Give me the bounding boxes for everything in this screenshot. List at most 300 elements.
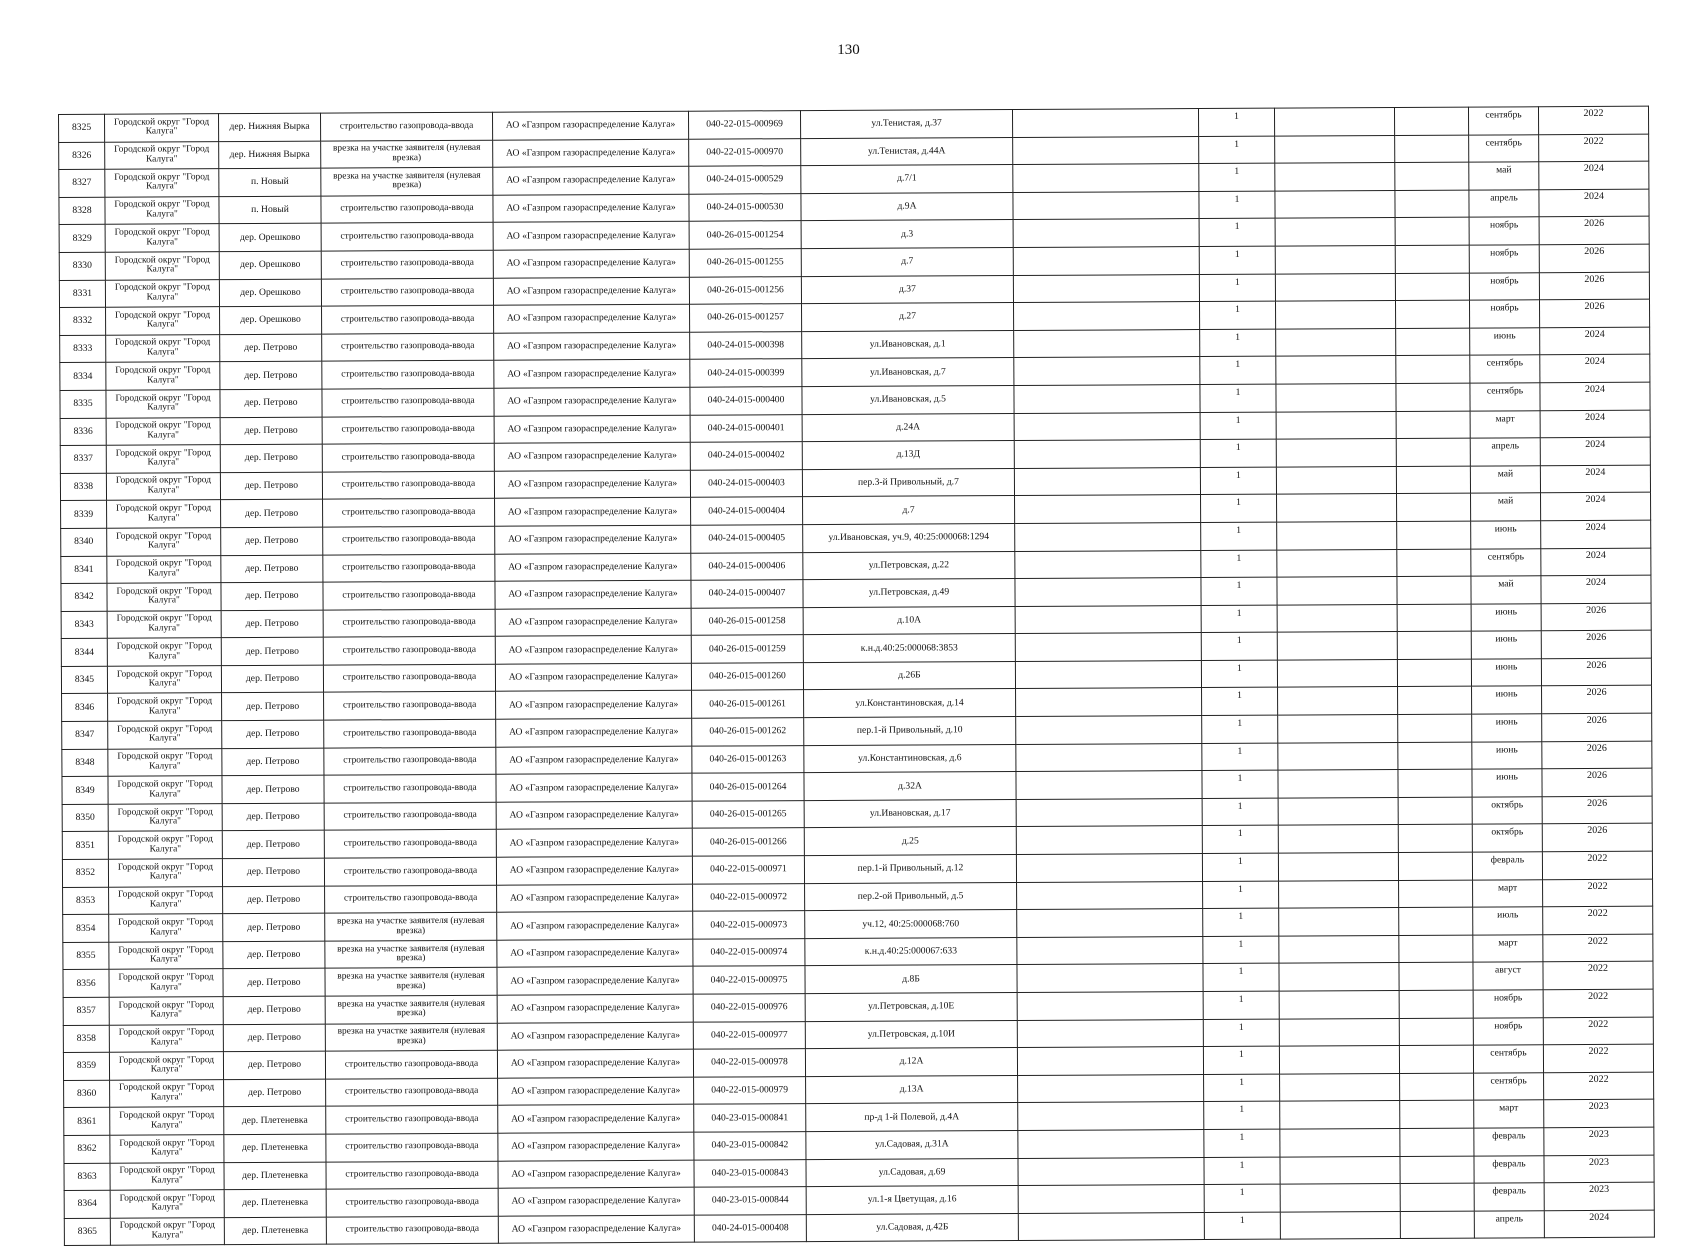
- address-cell: ул.Тенистая, д.44А: [801, 137, 1013, 166]
- month-cell: май: [1470, 465, 1540, 493]
- quantity-cell: 1: [1203, 1046, 1279, 1074]
- object-code-cell: 040-26-015-001259: [691, 635, 803, 663]
- district-cell: Городской округ "Город Калуга": [105, 141, 219, 169]
- organization-cell: АО «Газпром газораспределение Калуга»: [496, 829, 692, 858]
- empty-cell: [1274, 108, 1394, 136]
- month-cell: июнь: [1471, 521, 1541, 549]
- empty-cell: [1400, 1211, 1474, 1239]
- empty-cell: [1400, 1100, 1474, 1128]
- empty-cell: [1276, 466, 1396, 494]
- settlement-cell: дер. Петрово: [223, 941, 325, 969]
- empty-cell: [1396, 438, 1470, 466]
- quantity-cell: 1: [1199, 136, 1275, 164]
- quantity-cell: 1: [1202, 826, 1278, 854]
- month-cell: сентябрь: [1468, 107, 1538, 135]
- object-code-cell: 040-26-015-001257: [690, 304, 802, 332]
- empty-cell: [1278, 853, 1398, 881]
- district-cell: Городской округ "Город Калуга": [109, 914, 223, 942]
- work-type-cell: строительство газопровода-ввода: [321, 195, 493, 223]
- empty-cell: [1015, 522, 1201, 551]
- empty-cell: [1398, 742, 1472, 770]
- district-cell: Городской округ "Город Калуга": [107, 583, 221, 611]
- address-cell: к.н.д.40:25:000068:3853: [803, 634, 1015, 663]
- month-cell: февраль: [1474, 1128, 1544, 1156]
- year-cell: 2022: [1543, 934, 1653, 962]
- empty-cell: [1013, 191, 1199, 220]
- empty-cell: [1399, 1045, 1473, 1073]
- empty-cell: [1399, 907, 1473, 935]
- empty-cell: [1280, 1211, 1400, 1239]
- district-cell: Городской округ "Город Калуга": [106, 362, 220, 390]
- empty-cell: [1395, 245, 1469, 273]
- settlement-cell: дер. Орешково: [219, 279, 321, 307]
- object-code-cell: 040-22-015-000969: [688, 111, 800, 139]
- month-cell: июль: [1473, 907, 1543, 935]
- settlement-cell: дер. Петрово: [220, 444, 322, 472]
- year-cell: 2022: [1543, 879, 1653, 907]
- row-number-cell: 8329: [59, 225, 105, 253]
- organization-cell: АО «Газпром газораспределение Калуга»: [497, 994, 693, 1023]
- empty-cell: [1395, 273, 1469, 301]
- settlement-cell: дер. Петрово: [221, 610, 323, 638]
- work-type-cell: врезка на участке заявителя (нулевая врезка): [325, 1023, 497, 1051]
- empty-cell: [1400, 1183, 1474, 1211]
- year-cell: 2024: [1541, 575, 1651, 603]
- district-cell: Городской округ "Город Калуга": [106, 472, 220, 500]
- organization-cell: АО «Газпром газораспределение Калуга»: [498, 1105, 694, 1134]
- object-code-cell: 040-22-015-000973: [693, 911, 805, 939]
- row-number-cell: 8362: [64, 1135, 110, 1163]
- row-number-cell: 8335: [60, 390, 106, 418]
- empty-cell: [1397, 576, 1471, 604]
- empty-cell: [1275, 245, 1395, 273]
- object-code-cell: 040-22-015-000971: [692, 856, 804, 884]
- address-cell: д.8Б: [805, 965, 1017, 994]
- quantity-cell: 1: [1200, 356, 1276, 384]
- work-type-cell: строительство газопровода-ввода: [326, 1133, 498, 1161]
- address-cell: ул.Ивановская, д.1: [802, 330, 1014, 359]
- month-cell: февраль: [1474, 1183, 1544, 1211]
- organization-cell: АО «Газпром газораспределение Калуга»: [494, 470, 690, 499]
- settlement-cell: дер. Петрово: [221, 499, 323, 527]
- year-cell: 2026: [1542, 768, 1652, 796]
- year-cell: 2026: [1539, 244, 1649, 272]
- year-cell: 2024: [1540, 410, 1650, 438]
- year-cell: 2022: [1543, 989, 1653, 1017]
- object-code-cell: 040-22-015-000974: [693, 938, 805, 966]
- empty-cell: [1275, 301, 1395, 329]
- month-cell: июнь: [1471, 603, 1541, 631]
- settlement-cell: дер. Нижняя Вырка: [219, 141, 321, 169]
- object-code-cell: 040-26-015-001262: [692, 718, 804, 746]
- district-cell: Городской округ "Город Калуга": [110, 1162, 224, 1190]
- address-cell: д.3: [801, 220, 1013, 249]
- district-cell: Городской округ "Город Калуга": [105, 279, 219, 307]
- organization-cell: АО «Газпром газораспределение Калуга»: [496, 773, 692, 802]
- organization-cell: АО «Газпром газораспределение Калуга»: [498, 1215, 694, 1244]
- object-code-cell: 040-22-015-000977: [693, 1021, 805, 1049]
- row-number-cell: 8358: [63, 1025, 109, 1053]
- empty-cell: [1277, 577, 1397, 605]
- quantity-cell: 1: [1200, 412, 1276, 440]
- object-code-cell: 040-22-015-000972: [693, 883, 805, 911]
- settlement-cell: дер. Петрово: [221, 555, 323, 583]
- object-code-cell: 040-24-015-000408: [694, 1214, 806, 1242]
- settlement-cell: дер. Нижняя Вырка: [219, 113, 321, 141]
- work-type-cell: строительство газопровода-ввода: [322, 388, 494, 416]
- row-number-cell: 8350: [62, 804, 108, 832]
- month-cell: май: [1471, 493, 1541, 521]
- settlement-cell: дер. Плетеневка: [224, 1162, 326, 1190]
- empty-cell: [1399, 935, 1473, 963]
- empty-cell: [1017, 909, 1203, 938]
- empty-cell: [1396, 328, 1470, 356]
- address-cell: ул.Константиновская, д.14: [804, 689, 1016, 718]
- object-code-cell: 040-24-015-000400: [690, 387, 802, 415]
- empty-cell: [1018, 1185, 1204, 1214]
- empty-cell: [1275, 190, 1395, 218]
- organization-cell: АО «Газпром газораспределение Калуга»: [494, 387, 690, 416]
- year-cell: 2024: [1540, 465, 1650, 493]
- settlement-cell: дер. Петрово: [220, 417, 322, 445]
- month-cell: июнь: [1472, 714, 1542, 742]
- work-type-cell: строительство газопровода-ввода: [326, 1161, 498, 1189]
- row-number-cell: 8327: [59, 169, 105, 197]
- address-cell: ул.Ивановская, д.17: [804, 799, 1016, 828]
- settlement-cell: дер. Петрово: [223, 1051, 325, 1079]
- object-code-cell: 040-24-015-000407: [691, 580, 803, 608]
- organization-cell: АО «Газпром газораспределение Калуга»: [494, 332, 690, 361]
- row-number-cell: 8361: [64, 1108, 110, 1136]
- settlement-cell: дер. Орешково: [219, 251, 321, 279]
- work-type-cell: строительство газопровода-ввода: [323, 526, 495, 554]
- settlement-cell: дер. Петрово: [223, 913, 325, 941]
- work-type-cell: строительство газопровода-ввода: [320, 112, 492, 140]
- row-number-cell: 8339: [61, 501, 107, 529]
- row-number-cell: 8365: [64, 1218, 110, 1246]
- year-cell: 2022: [1539, 134, 1649, 162]
- empty-cell: [1277, 521, 1397, 549]
- district-cell: Городской округ "Город Калуга": [109, 997, 223, 1025]
- empty-cell: [1017, 992, 1203, 1021]
- empty-cell: [1015, 495, 1201, 524]
- month-cell: август: [1473, 962, 1543, 990]
- empty-cell: [1398, 687, 1472, 715]
- row-number-cell: 8359: [63, 1052, 109, 1080]
- row-number-cell: 8364: [64, 1190, 110, 1218]
- month-cell: май: [1469, 162, 1539, 190]
- address-cell: ул.Петровская, д.49: [803, 579, 1015, 608]
- district-cell: Городской округ "Город Калуга": [108, 776, 222, 804]
- object-code-cell: 040-22-015-000979: [694, 1076, 806, 1104]
- empty-cell: [1275, 218, 1395, 246]
- quantity-cell: 1: [1199, 191, 1275, 219]
- settlement-cell: дер. Петрово: [223, 969, 325, 997]
- table-body: [59, 106, 1655, 1246]
- row-number-cell: 8354: [63, 914, 109, 942]
- row-number-cell: 8331: [59, 280, 105, 308]
- district-cell: Городской округ "Город Калуга": [108, 721, 222, 749]
- empty-cell: [1014, 384, 1200, 413]
- row-number-cell: 8349: [62, 776, 108, 804]
- address-cell: пер.1-й Привольный, д.10: [804, 717, 1016, 746]
- month-cell: май: [1471, 576, 1541, 604]
- object-code-cell: 040-23-015-000842: [694, 1132, 806, 1160]
- address-cell: пер.3-й Привольный, д.7: [802, 468, 1014, 497]
- month-cell: март: [1473, 879, 1543, 907]
- empty-cell: [1014, 329, 1200, 358]
- quantity-cell: 1: [1204, 1101, 1280, 1129]
- object-code-cell: 040-26-015-001265: [692, 800, 804, 828]
- empty-cell: [1015, 633, 1201, 662]
- address-cell: д.13А: [806, 1075, 1018, 1104]
- row-number-cell: 8352: [62, 859, 108, 887]
- quantity-cell: 1: [1202, 798, 1278, 826]
- settlement-cell: дер. Плетеневка: [224, 1106, 326, 1134]
- month-cell: июнь: [1472, 686, 1542, 714]
- organization-cell: АО «Газпром газораспределение Калуга»: [496, 801, 692, 830]
- month-cell: июнь: [1471, 631, 1541, 659]
- object-code-cell: 040-23-015-000844: [694, 1187, 806, 1215]
- district-cell: Городской округ "Город Калуга": [109, 1052, 223, 1080]
- empty-cell: [1400, 1073, 1474, 1101]
- quantity-cell: 1: [1198, 108, 1274, 136]
- row-number-cell: 8341: [61, 556, 107, 584]
- work-type-cell: врезка на участке заявителя (нулевая врезка): [325, 968, 497, 996]
- row-number-cell: 8332: [60, 307, 106, 335]
- address-cell: д.12А: [805, 1048, 1017, 1077]
- district-cell: Городской округ "Город Калуга": [106, 334, 220, 362]
- empty-cell: [1013, 274, 1199, 303]
- quantity-cell: 1: [1199, 274, 1275, 302]
- district-cell: Городской округ "Город Калуга": [108, 748, 222, 776]
- settlement-cell: дер. Петрово: [221, 582, 323, 610]
- empty-cell: [1015, 578, 1201, 607]
- quantity-cell: 1: [1202, 853, 1278, 881]
- year-cell: 2024: [1540, 355, 1650, 383]
- empty-cell: [1397, 659, 1471, 687]
- district-cell: Городской округ "Город Калуга": [107, 528, 221, 556]
- year-cell: 2026: [1542, 686, 1652, 714]
- empty-cell: [1014, 302, 1200, 331]
- empty-cell: [1018, 1129, 1204, 1158]
- year-cell: 2023: [1544, 1100, 1654, 1128]
- row-number-cell: 8334: [60, 363, 106, 391]
- empty-cell: [1276, 356, 1396, 384]
- district-cell: Городской округ "Город Калуга": [110, 1135, 224, 1163]
- settlement-cell: п. Новый: [219, 196, 321, 224]
- row-number-cell: 8336: [60, 418, 106, 446]
- settlement-cell: дер. Орешково: [220, 306, 322, 334]
- district-cell: Городской округ "Город Калуга": [107, 610, 221, 638]
- empty-cell: [1016, 716, 1202, 745]
- object-code-cell: 040-26-015-001256: [689, 276, 801, 304]
- district-cell: Городской округ "Город Калуга": [108, 803, 222, 831]
- empty-cell: [1015, 660, 1201, 689]
- district-cell: Городской округ "Город Калуга": [105, 169, 219, 197]
- address-cell: ул.Ивановская, д.5: [802, 385, 1014, 414]
- organization-cell: АО «Газпром газораспределение Калуга»: [497, 911, 693, 940]
- organization-cell: АО «Газпром газораспределение Калуга»: [495, 525, 691, 554]
- empty-cell: [1279, 963, 1399, 991]
- quantity-cell: 1: [1203, 964, 1279, 992]
- organization-cell: АО «Газпром газораспределение Калуга»: [495, 635, 691, 664]
- month-cell: апрель: [1474, 1210, 1544, 1238]
- empty-cell: [1399, 1018, 1473, 1046]
- empty-cell: [1017, 936, 1203, 965]
- district-cell: Городской округ "Город Калуга": [110, 1107, 224, 1135]
- row-number-cell: 8363: [64, 1163, 110, 1191]
- empty-cell: [1018, 1102, 1204, 1131]
- work-type-cell: строительство газопровода-ввода: [325, 1050, 497, 1078]
- address-cell: д.10А: [803, 606, 1015, 635]
- organization-cell: АО «Газпром газораспределение Калуга»: [495, 663, 691, 692]
- district-cell: Городской округ "Город Калуга": [106, 445, 220, 473]
- row-number-cell: 8343: [61, 611, 107, 639]
- organization-cell: АО «Газпром газораспределение Калуга»: [494, 442, 690, 471]
- object-code-cell: 040-26-015-001261: [692, 690, 804, 718]
- quantity-cell: 1: [1200, 384, 1276, 412]
- empty-cell: [1013, 246, 1199, 275]
- quantity-cell: 1: [1200, 439, 1276, 467]
- organization-cell: АО «Газпром газораспределение Калуга»: [493, 222, 689, 251]
- month-cell: сентябрь: [1470, 383, 1540, 411]
- year-cell: 2024: [1540, 382, 1650, 410]
- address-cell: д.32А: [804, 772, 1016, 801]
- empty-cell: [1017, 881, 1203, 910]
- empty-cell: [1395, 162, 1469, 190]
- work-type-cell: строительство газопровода-ввода: [323, 499, 495, 527]
- district-cell: Городской округ "Город Калуга": [109, 941, 223, 969]
- district-cell: Городской округ "Город Калуга": [107, 638, 221, 666]
- empty-cell: [1016, 771, 1202, 800]
- empty-cell: [1280, 1073, 1400, 1101]
- quantity-cell: 1: [1204, 1184, 1280, 1212]
- row-number-cell: 8360: [64, 1080, 110, 1108]
- row-number-cell: 8340: [61, 528, 107, 556]
- work-type-cell: строительство газопровода-ввода: [323, 554, 495, 582]
- organization-cell: АО «Газпром газораспределение Калуга»: [493, 166, 689, 195]
- year-cell: 2026: [1539, 272, 1649, 300]
- month-cell: ноябрь: [1473, 1017, 1543, 1045]
- organization-cell: АО «Газпром газораспределение Калуга»: [498, 1187, 694, 1216]
- organization-cell: АО «Газпром газораспределение Калуга»: [494, 415, 690, 444]
- organization-cell: АО «Газпром газораспределение Калуга»: [498, 1077, 694, 1106]
- work-type-cell: строительство газопровода-ввода: [322, 416, 494, 444]
- row-number-cell: 8344: [61, 639, 107, 667]
- address-cell: ул.Садовая, д.42Б: [806, 1213, 1018, 1242]
- address-cell: ул.Ивановская, уч.9, 40:25:000068:1294: [803, 523, 1015, 552]
- object-code-cell: 040-26-015-001266: [692, 828, 804, 856]
- district-cell: Городской округ "Город Калуга": [108, 693, 222, 721]
- quantity-cell: 1: [1202, 770, 1278, 798]
- empty-cell: [1016, 826, 1202, 855]
- year-cell: 2023: [1544, 1155, 1654, 1183]
- month-cell: сентябрь: [1471, 548, 1541, 576]
- address-cell: ул.Петровская, д.10И: [805, 1020, 1017, 1049]
- organization-cell: АО «Газпром газораспределение Калуга»: [495, 580, 691, 609]
- empty-cell: [1280, 1184, 1400, 1212]
- address-cell: ул.Петровская, д.22: [803, 551, 1015, 580]
- row-number-cell: 8325: [59, 114, 105, 142]
- quantity-cell: 1: [1203, 881, 1279, 909]
- address-cell: ул.Садовая, д.31А: [806, 1130, 1018, 1159]
- registry-table: [58, 106, 1655, 1246]
- settlement-cell: дер. Петрово: [223, 886, 325, 914]
- work-type-cell: строительство газопровода-ввода: [323, 636, 495, 664]
- work-type-cell: строительство газопровода-ввода: [324, 747, 496, 775]
- year-cell: 2022: [1538, 106, 1648, 134]
- organization-cell: АО «Газпром газораспределение Калуга»: [497, 939, 693, 968]
- month-cell: сентябрь: [1469, 134, 1539, 162]
- organization-cell: АО «Газпром газораспределение Калуга»: [494, 360, 690, 389]
- empty-cell: [1016, 743, 1202, 772]
- quantity-cell: 1: [1201, 550, 1277, 578]
- object-code-cell: 040-24-015-000530: [689, 193, 801, 221]
- quantity-cell: 1: [1204, 1157, 1280, 1185]
- quantity-cell: 1: [1201, 494, 1277, 522]
- district-cell: Городской округ "Город Калуга": [110, 1217, 224, 1245]
- empty-cell: [1017, 964, 1203, 993]
- object-code-cell: 040-22-015-000970: [689, 138, 801, 166]
- year-cell: 2026: [1541, 603, 1651, 631]
- empty-cell: [1017, 1019, 1203, 1048]
- address-cell: д.24А: [802, 413, 1014, 442]
- district-cell: Городской округ "Город Калуга": [107, 666, 221, 694]
- address-cell: ул.Константиновская, д.6: [804, 744, 1016, 773]
- object-code-cell: 040-23-015-000843: [694, 1159, 806, 1187]
- settlement-cell: дер. Петрово: [220, 389, 322, 417]
- empty-cell: [1014, 357, 1200, 386]
- empty-cell: [1277, 659, 1397, 687]
- year-cell: 2022: [1543, 906, 1653, 934]
- object-code-cell: 040-26-015-001255: [689, 249, 801, 277]
- address-cell: д.27: [802, 303, 1014, 332]
- empty-cell: [1279, 1018, 1399, 1046]
- work-type-cell: строительство газопровода-ввода: [323, 664, 495, 692]
- work-type-cell: строительство газопровода-ввода: [323, 609, 495, 637]
- work-type-cell: строительство газопровода-ввода: [325, 885, 497, 913]
- address-cell: пер.1-й Привольный, д.12: [804, 855, 1016, 884]
- work-type-cell: строительство газопровода-ввода: [326, 1106, 498, 1134]
- year-cell: 2023: [1544, 1127, 1654, 1155]
- empty-cell: [1017, 1047, 1203, 1076]
- settlement-cell: дер. Петрово: [222, 775, 324, 803]
- empty-cell: [1400, 1128, 1474, 1156]
- year-cell: 2024: [1539, 189, 1649, 217]
- quantity-cell: 1: [1203, 1019, 1279, 1047]
- empty-cell: [1018, 1212, 1204, 1241]
- empty-cell: [1399, 880, 1473, 908]
- empty-cell: [1016, 688, 1202, 717]
- address-cell: д.7: [801, 247, 1013, 276]
- organization-cell: АО «Газпром газораспределение Калуга»: [496, 718, 692, 747]
- month-cell: сентябрь: [1470, 355, 1540, 383]
- address-cell: д.25: [804, 827, 1016, 856]
- month-cell: июнь: [1470, 327, 1540, 355]
- month-cell: сентябрь: [1473, 1045, 1543, 1073]
- quantity-cell: 1: [1204, 1074, 1280, 1102]
- quantity-cell: 1: [1201, 522, 1277, 550]
- empty-cell: [1276, 328, 1396, 356]
- district-cell: Городской округ "Город Калуга": [106, 417, 220, 445]
- empty-cell: [1395, 135, 1469, 163]
- settlement-cell: дер. Петрово: [222, 748, 324, 776]
- empty-cell: [1400, 1156, 1474, 1184]
- year-cell: 2024: [1541, 520, 1651, 548]
- empty-cell: [1398, 797, 1472, 825]
- address-cell: ул.Ивановская, д.7: [802, 358, 1014, 387]
